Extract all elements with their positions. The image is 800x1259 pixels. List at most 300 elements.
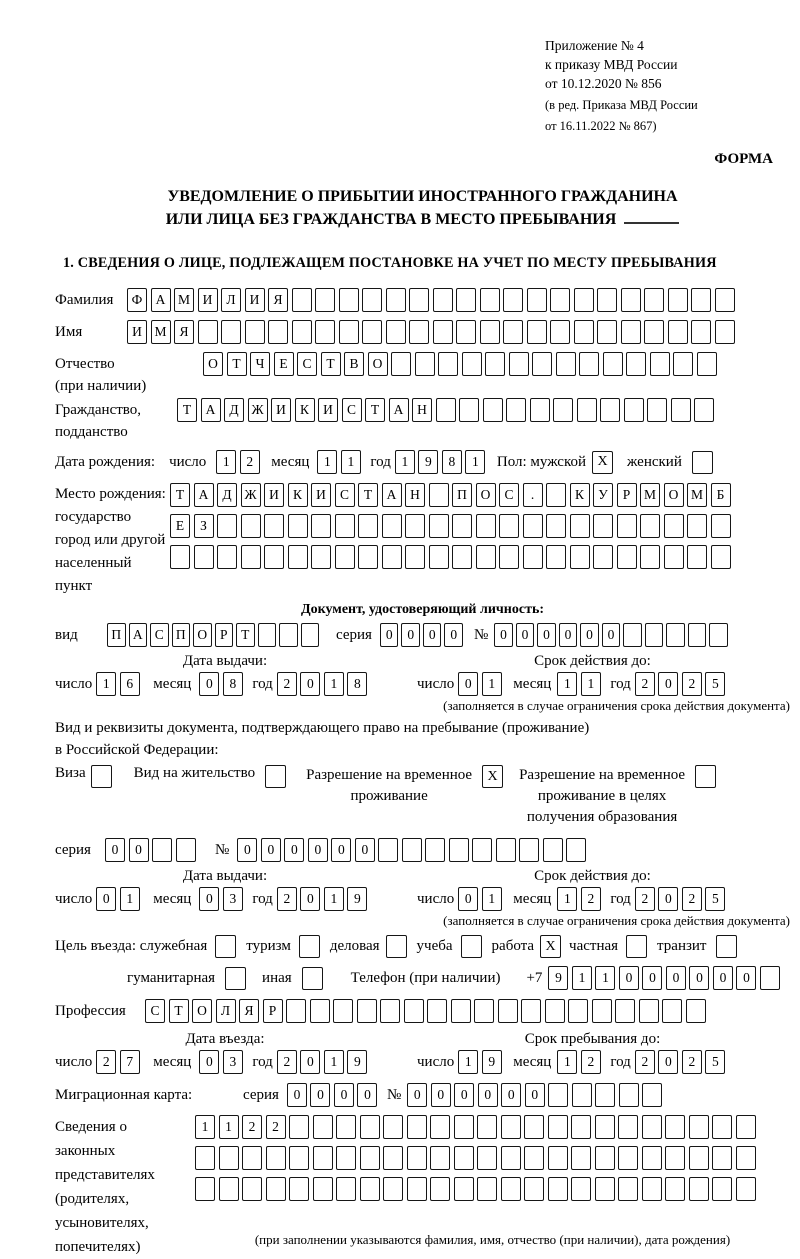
form-cell[interactable]: 2 xyxy=(242,1115,262,1139)
form-cell[interactable]: 1 xyxy=(557,672,577,696)
form-cell[interactable]: 1 xyxy=(482,672,502,696)
form-cell[interactable]: 3 xyxy=(223,1050,243,1074)
form-cell[interactable]: 1 xyxy=(317,450,337,474)
form-cell[interactable]: 2 xyxy=(266,1115,286,1139)
form-cell[interactable] xyxy=(477,1146,497,1170)
form-cell[interactable] xyxy=(378,838,398,862)
form-cell[interactable] xyxy=(264,545,284,569)
purpose-transit-checkbox[interactable] xyxy=(716,935,737,958)
form-cell[interactable] xyxy=(571,1177,591,1201)
form-cell[interactable] xyxy=(624,398,644,422)
form-cell[interactable]: 0 xyxy=(559,623,578,647)
patronymic-input[interactable] xyxy=(203,352,720,376)
form-cell[interactable] xyxy=(404,999,424,1023)
temp-residence-checkbox[interactable]: X xyxy=(482,765,503,788)
purpose-humanitarian-checkbox[interactable] xyxy=(225,967,246,990)
form-cell[interactable]: М xyxy=(640,483,660,507)
form-cell[interactable] xyxy=(662,999,682,1023)
form-cell[interactable]: 0 xyxy=(516,623,535,647)
phone-input[interactable] xyxy=(548,966,783,990)
form-cell[interactable]: 0 xyxy=(308,838,328,862)
form-cell[interactable]: П xyxy=(107,623,126,647)
entry-year-input[interactable] xyxy=(277,1050,371,1074)
form-cell[interactable] xyxy=(621,288,641,312)
form-cell[interactable] xyxy=(386,288,406,312)
form-cell[interactable] xyxy=(336,1177,356,1201)
form-cell[interactable]: 6 xyxy=(120,672,140,696)
form-cell[interactable]: Т xyxy=(177,398,197,422)
form-cell[interactable]: 0 xyxy=(331,838,351,862)
form-cell[interactable]: 0 xyxy=(199,672,219,696)
form-cell[interactable]: 0 xyxy=(129,838,149,862)
form-cell[interactable] xyxy=(626,352,646,376)
doc-issue-day-input[interactable] xyxy=(96,672,143,696)
form-cell[interactable] xyxy=(709,623,728,647)
form-cell[interactable] xyxy=(286,999,306,1023)
form-cell[interactable] xyxy=(760,966,780,990)
form-cell[interactable] xyxy=(592,999,612,1023)
form-cell[interactable]: 1 xyxy=(195,1115,215,1139)
form-cell[interactable] xyxy=(527,288,547,312)
form-cell[interactable]: Т xyxy=(358,483,378,507)
form-cell[interactable] xyxy=(712,1115,732,1139)
form-cell[interactable]: 1 xyxy=(482,887,502,911)
birthplace-row2-input[interactable] xyxy=(170,514,734,538)
form-cell[interactable] xyxy=(568,999,588,1023)
form-cell[interactable]: 0 xyxy=(401,623,420,647)
form-cell[interactable] xyxy=(360,1177,380,1201)
legal-reps-row3-input[interactable] xyxy=(195,1177,759,1201)
form-cell[interactable] xyxy=(425,838,445,862)
form-cell[interactable] xyxy=(336,1146,356,1170)
form-cell[interactable]: 0 xyxy=(407,1083,427,1107)
purpose-business-checkbox[interactable] xyxy=(386,935,407,958)
form-cell[interactable]: Д xyxy=(217,483,237,507)
form-cell[interactable] xyxy=(383,1146,403,1170)
form-cell[interactable] xyxy=(671,398,691,422)
doc-valid-year-input[interactable] xyxy=(635,672,729,696)
form-cell[interactable] xyxy=(711,514,731,538)
form-cell[interactable] xyxy=(689,1177,709,1201)
profession-input[interactable] xyxy=(145,999,709,1023)
form-cell[interactable]: 9 xyxy=(347,1050,367,1074)
form-cell[interactable]: А xyxy=(129,623,148,647)
form-cell[interactable] xyxy=(615,999,635,1023)
form-cell[interactable] xyxy=(553,398,573,422)
form-cell[interactable] xyxy=(266,1177,286,1201)
birthplace-row3-input[interactable] xyxy=(170,545,734,569)
form-cell[interactable] xyxy=(429,483,449,507)
form-cell[interactable]: 0 xyxy=(444,623,463,647)
form-cell[interactable]: 0 xyxy=(334,1083,354,1107)
form-cell[interactable]: 0 xyxy=(284,838,304,862)
form-cell[interactable] xyxy=(691,288,711,312)
birth-month-input[interactable] xyxy=(317,450,364,474)
form-cell[interactable]: 0 xyxy=(658,1050,678,1074)
form-cell[interactable] xyxy=(315,288,335,312)
doc-issue-month-input[interactable] xyxy=(199,672,246,696)
form-cell[interactable] xyxy=(691,320,711,344)
form-cell[interactable]: 0 xyxy=(501,1083,521,1107)
form-cell[interactable] xyxy=(315,320,335,344)
form-cell[interactable]: 1 xyxy=(216,450,236,474)
form-cell[interactable]: 2 xyxy=(581,887,601,911)
form-cell[interactable]: Я xyxy=(239,999,259,1023)
form-cell[interactable] xyxy=(503,320,523,344)
form-cell[interactable] xyxy=(570,545,590,569)
form-cell[interactable]: С xyxy=(499,483,519,507)
form-cell[interactable] xyxy=(266,1146,286,1170)
form-cell[interactable] xyxy=(335,545,355,569)
form-cell[interactable] xyxy=(152,838,172,862)
form-cell[interactable] xyxy=(571,1115,591,1139)
form-cell[interactable]: 1 xyxy=(557,1050,577,1074)
form-cell[interactable] xyxy=(409,288,429,312)
form-cell[interactable] xyxy=(452,545,472,569)
form-cell[interactable] xyxy=(433,288,453,312)
form-cell[interactable]: 1 xyxy=(395,450,415,474)
form-cell[interactable]: 0 xyxy=(261,838,281,862)
purpose-tourism-checkbox[interactable] xyxy=(299,935,320,958)
form-cell[interactable] xyxy=(644,320,664,344)
form-cell[interactable] xyxy=(550,320,570,344)
form-cell[interactable] xyxy=(292,288,312,312)
form-cell[interactable]: 0 xyxy=(380,623,399,647)
form-cell[interactable] xyxy=(476,545,496,569)
form-cell[interactable] xyxy=(595,1146,615,1170)
sex-female-checkbox[interactable] xyxy=(692,451,713,474)
form-cell[interactable] xyxy=(664,545,684,569)
form-cell[interactable]: 0 xyxy=(423,623,442,647)
form-cell[interactable]: Т xyxy=(321,352,341,376)
form-cell[interactable]: 1 xyxy=(595,966,615,990)
form-cell[interactable] xyxy=(595,1083,615,1107)
form-cell[interactable]: О xyxy=(476,483,496,507)
form-cell[interactable]: 0 xyxy=(458,887,478,911)
form-cell[interactable] xyxy=(436,398,456,422)
form-cell[interactable] xyxy=(543,838,563,862)
birthplace-row1-input[interactable] xyxy=(170,483,734,507)
form-cell[interactable] xyxy=(382,545,402,569)
form-cell[interactable] xyxy=(577,398,597,422)
form-cell[interactable] xyxy=(311,545,331,569)
form-cell[interactable]: 5 xyxy=(705,672,725,696)
form-cell[interactable] xyxy=(711,545,731,569)
form-cell[interactable] xyxy=(618,1177,638,1201)
form-cell[interactable] xyxy=(519,838,539,862)
doc-valid-month-input[interactable] xyxy=(557,672,604,696)
migcard-series-input[interactable] xyxy=(287,1083,381,1107)
form-cell[interactable] xyxy=(241,545,261,569)
form-cell[interactable] xyxy=(556,352,576,376)
form-cell[interactable]: Р xyxy=(263,999,283,1023)
form-cell[interactable] xyxy=(391,352,411,376)
form-cell[interactable]: Е xyxy=(170,514,190,538)
permit-issue-day-input[interactable] xyxy=(96,887,143,911)
form-cell[interactable]: С xyxy=(342,398,362,422)
purpose-study-checkbox[interactable] xyxy=(461,935,482,958)
form-cell[interactable] xyxy=(697,352,717,376)
form-cell[interactable]: Т xyxy=(236,623,255,647)
form-cell[interactable]: И xyxy=(264,483,284,507)
form-cell[interactable] xyxy=(383,1115,403,1139)
permit-issue-month-input[interactable] xyxy=(199,887,246,911)
form-cell[interactable] xyxy=(289,1146,309,1170)
form-cell[interactable] xyxy=(548,1083,568,1107)
form-cell[interactable]: О xyxy=(192,999,212,1023)
form-cell[interactable] xyxy=(665,1177,685,1201)
form-cell[interactable] xyxy=(449,838,469,862)
form-cell[interactable] xyxy=(407,1146,427,1170)
form-cell[interactable]: 0 xyxy=(666,966,686,990)
form-cell[interactable]: 0 xyxy=(525,1083,545,1107)
form-cell[interactable]: А xyxy=(201,398,221,422)
form-cell[interactable] xyxy=(451,999,471,1023)
form-cell[interactable] xyxy=(288,545,308,569)
form-cell[interactable]: 2 xyxy=(682,887,702,911)
form-cell[interactable] xyxy=(289,1115,309,1139)
form-cell[interactable]: З xyxy=(194,514,214,538)
form-cell[interactable] xyxy=(545,999,565,1023)
form-cell[interactable]: 0 xyxy=(454,1083,474,1107)
form-cell[interactable]: 0 xyxy=(105,838,125,862)
form-cell[interactable]: 2 xyxy=(277,672,297,696)
form-cell[interactable] xyxy=(292,320,312,344)
migcard-number-input[interactable] xyxy=(407,1083,666,1107)
form-cell[interactable]: Т xyxy=(169,999,189,1023)
form-cell[interactable] xyxy=(665,1146,685,1170)
form-cell[interactable]: 5 xyxy=(705,1050,725,1074)
form-cell[interactable] xyxy=(647,398,667,422)
form-cell[interactable]: В xyxy=(344,352,364,376)
form-cell[interactable]: 0 xyxy=(300,887,320,911)
form-cell[interactable] xyxy=(242,1177,262,1201)
doc-type-input[interactable] xyxy=(107,623,322,647)
entry-month-input[interactable] xyxy=(199,1050,246,1074)
form-cell[interactable] xyxy=(459,398,479,422)
form-cell[interactable]: И xyxy=(245,288,265,312)
form-cell[interactable] xyxy=(501,1177,521,1201)
form-cell[interactable] xyxy=(245,320,265,344)
sex-male-checkbox[interactable]: X xyxy=(592,451,613,474)
form-cell[interactable] xyxy=(617,545,637,569)
form-cell[interactable]: Б xyxy=(711,483,731,507)
name-input[interactable] xyxy=(127,320,738,344)
doc-issue-year-input[interactable] xyxy=(277,672,371,696)
form-cell[interactable] xyxy=(454,1177,474,1201)
form-cell[interactable]: 2 xyxy=(682,672,702,696)
form-cell[interactable] xyxy=(712,1146,732,1170)
form-cell[interactable]: 2 xyxy=(240,450,260,474)
form-cell[interactable]: С xyxy=(297,352,317,376)
form-cell[interactable] xyxy=(570,514,590,538)
form-cell[interactable] xyxy=(499,514,519,538)
form-cell[interactable] xyxy=(501,1115,521,1139)
purpose-official-checkbox[interactable] xyxy=(215,935,236,958)
form-cell[interactable] xyxy=(462,352,482,376)
form-cell[interactable]: 2 xyxy=(635,887,655,911)
temp-residence-edu-checkbox[interactable] xyxy=(695,765,716,788)
form-cell[interactable] xyxy=(219,1177,239,1201)
form-cell[interactable] xyxy=(694,398,714,422)
form-cell[interactable] xyxy=(358,545,378,569)
form-cell[interactable]: У xyxy=(593,483,613,507)
form-cell[interactable] xyxy=(499,545,519,569)
form-cell[interactable] xyxy=(572,1083,592,1107)
form-cell[interactable] xyxy=(566,838,586,862)
form-cell[interactable] xyxy=(642,1146,662,1170)
form-cell[interactable] xyxy=(546,545,566,569)
form-cell[interactable] xyxy=(279,623,298,647)
form-cell[interactable] xyxy=(650,352,670,376)
form-cell[interactable] xyxy=(198,320,218,344)
form-cell[interactable] xyxy=(382,514,402,538)
form-cell[interactable]: 0 xyxy=(431,1083,451,1107)
form-cell[interactable]: Ч xyxy=(250,352,270,376)
form-cell[interactable] xyxy=(176,838,196,862)
form-cell[interactable]: А xyxy=(194,483,214,507)
form-cell[interactable]: Н xyxy=(412,398,432,422)
legal-reps-row2-input[interactable] xyxy=(195,1146,759,1170)
form-cell[interactable] xyxy=(427,999,447,1023)
form-cell[interactable]: 1 xyxy=(572,966,592,990)
form-cell[interactable] xyxy=(358,514,378,538)
permit-valid-month-input[interactable] xyxy=(557,887,604,911)
form-cell[interactable]: 1 xyxy=(341,450,361,474)
form-cell[interactable]: И xyxy=(271,398,291,422)
form-cell[interactable] xyxy=(456,320,476,344)
purpose-other-checkbox[interactable] xyxy=(302,967,323,990)
form-cell[interactable]: 1 xyxy=(96,672,116,696)
form-cell[interactable] xyxy=(597,288,617,312)
form-cell[interactable]: 9 xyxy=(548,966,568,990)
form-cell[interactable] xyxy=(480,320,500,344)
form-cell[interactable] xyxy=(593,545,613,569)
form-cell[interactable] xyxy=(524,1115,544,1139)
birth-year-input[interactable] xyxy=(395,450,489,474)
form-cell[interactable] xyxy=(264,514,284,538)
form-cell[interactable]: 1 xyxy=(581,672,601,696)
form-cell[interactable]: Я xyxy=(174,320,194,344)
form-cell[interactable] xyxy=(301,623,320,647)
form-cell[interactable]: 0 xyxy=(713,966,733,990)
form-cell[interactable] xyxy=(474,999,494,1023)
form-cell[interactable]: О xyxy=(368,352,388,376)
form-cell[interactable]: О xyxy=(664,483,684,507)
form-cell[interactable]: М xyxy=(687,483,707,507)
form-cell[interactable] xyxy=(618,1115,638,1139)
form-cell[interactable]: И xyxy=(127,320,147,344)
form-cell[interactable]: С xyxy=(335,483,355,507)
doc-number-input[interactable] xyxy=(494,623,731,647)
form-cell[interactable]: 7 xyxy=(120,1050,140,1074)
form-cell[interactable] xyxy=(402,838,422,862)
citizenship-input[interactable] xyxy=(177,398,718,422)
permit-series-input[interactable] xyxy=(105,838,199,862)
form-cell[interactable] xyxy=(438,352,458,376)
form-cell[interactable]: 0 xyxy=(458,672,478,696)
permit-number-input[interactable] xyxy=(237,838,590,862)
form-cell[interactable]: М xyxy=(151,320,171,344)
form-cell[interactable]: И xyxy=(311,483,331,507)
form-cell[interactable]: 1 xyxy=(465,450,485,474)
surname-input[interactable] xyxy=(127,288,738,312)
form-cell[interactable] xyxy=(170,545,190,569)
form-cell[interactable]: 9 xyxy=(347,887,367,911)
permit-valid-day-input[interactable] xyxy=(458,887,505,911)
form-cell[interactable] xyxy=(452,514,472,538)
form-cell[interactable]: 1 xyxy=(324,1050,344,1074)
form-cell[interactable]: 3 xyxy=(223,887,243,911)
form-cell[interactable]: 1 xyxy=(557,887,577,911)
form-cell[interactable]: 8 xyxy=(442,450,462,474)
form-cell[interactable] xyxy=(476,514,496,538)
form-cell[interactable]: П xyxy=(172,623,191,647)
form-cell[interactable]: 2 xyxy=(96,1050,116,1074)
form-cell[interactable] xyxy=(409,320,429,344)
form-cell[interactable]: 1 xyxy=(120,887,140,911)
form-cell[interactable] xyxy=(668,320,688,344)
form-cell[interactable] xyxy=(498,999,518,1023)
form-cell[interactable] xyxy=(313,1177,333,1201)
form-cell[interactable] xyxy=(665,1115,685,1139)
form-cell[interactable] xyxy=(664,514,684,538)
form-cell[interactable]: 0 xyxy=(300,1050,320,1074)
form-cell[interactable]: К xyxy=(288,483,308,507)
form-cell[interactable] xyxy=(407,1177,427,1201)
form-cell[interactable] xyxy=(736,1115,756,1139)
form-cell[interactable] xyxy=(715,320,735,344)
form-cell[interactable]: 5 xyxy=(705,887,725,911)
form-cell[interactable]: Н xyxy=(405,483,425,507)
form-cell[interactable]: 0 xyxy=(642,966,662,990)
form-cell[interactable] xyxy=(603,352,623,376)
form-cell[interactable]: 2 xyxy=(635,1050,655,1074)
form-cell[interactable]: П xyxy=(452,483,472,507)
form-cell[interactable] xyxy=(546,514,566,538)
form-cell[interactable] xyxy=(524,1177,544,1201)
form-cell[interactable] xyxy=(386,320,406,344)
form-cell[interactable] xyxy=(668,288,688,312)
form-cell[interactable] xyxy=(532,352,552,376)
form-cell[interactable]: 0 xyxy=(199,1050,219,1074)
form-cell[interactable] xyxy=(472,838,492,862)
form-cell[interactable]: 1 xyxy=(219,1115,239,1139)
form-cell[interactable] xyxy=(736,1146,756,1170)
form-cell[interactable] xyxy=(501,1146,521,1170)
form-cell[interactable] xyxy=(405,514,425,538)
form-cell[interactable] xyxy=(362,288,382,312)
form-cell[interactable] xyxy=(405,545,425,569)
form-cell[interactable] xyxy=(550,288,570,312)
form-cell[interactable] xyxy=(313,1115,333,1139)
form-cell[interactable]: Т xyxy=(227,352,247,376)
form-cell[interactable] xyxy=(642,1083,662,1107)
form-cell[interactable] xyxy=(288,514,308,538)
form-cell[interactable]: О xyxy=(193,623,212,647)
form-cell[interactable] xyxy=(621,320,641,344)
form-cell[interactable] xyxy=(523,545,543,569)
form-cell[interactable] xyxy=(640,545,660,569)
form-cell[interactable]: К xyxy=(295,398,315,422)
form-cell[interactable] xyxy=(736,1177,756,1201)
form-cell[interactable]: К xyxy=(570,483,590,507)
form-cell[interactable] xyxy=(618,1146,638,1170)
legal-reps-row1-input[interactable] xyxy=(195,1115,759,1139)
form-cell[interactable] xyxy=(339,320,359,344)
form-cell[interactable] xyxy=(454,1146,474,1170)
form-cell[interactable] xyxy=(642,1177,662,1201)
